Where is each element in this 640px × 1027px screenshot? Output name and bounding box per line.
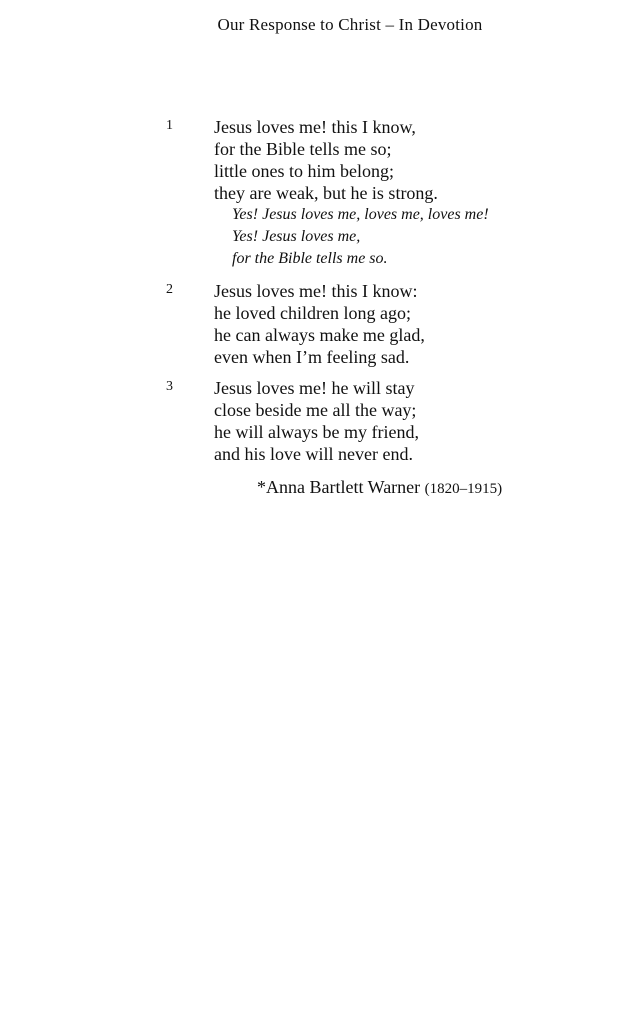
verse-line: they are weak, but he is strong. xyxy=(214,183,438,203)
verse-number: 2 xyxy=(166,282,173,297)
verse-line: for the Bible tells me so; xyxy=(214,139,392,159)
verse-line: Jesus loves me! this I know: xyxy=(214,281,418,301)
verse-line: he will always be my friend, xyxy=(214,422,419,442)
verse-line: he loved children long ago; xyxy=(214,303,411,323)
verse-line: Jesus loves me! this I know, xyxy=(214,117,416,137)
author-name: *Anna Bartlett Warner xyxy=(257,477,421,497)
refrain-line: Yes! Jesus loves me, loves me, loves me! xyxy=(232,206,489,223)
refrain-line: for the Bible tells me so. xyxy=(232,250,388,267)
verse-number: 3 xyxy=(166,379,173,394)
verse-line: Jesus loves me! he will stay xyxy=(214,378,415,398)
verse-number: 1 xyxy=(166,118,173,133)
verse-line: and his love will never end. xyxy=(214,444,413,464)
verse-line: he can always make me glad, xyxy=(214,325,425,345)
page-header: Our Response to Christ – In Devotion xyxy=(217,15,483,34)
verse-line: even when I’m feeling sad. xyxy=(214,347,410,367)
verse-line: little ones to him belong; xyxy=(214,161,394,181)
author-dates: (1820–1915) xyxy=(424,481,503,497)
attribution xyxy=(257,477,502,498)
verse-line: close beside me all the way; xyxy=(214,400,417,420)
refrain-line: Yes! Jesus loves me, xyxy=(232,228,361,245)
